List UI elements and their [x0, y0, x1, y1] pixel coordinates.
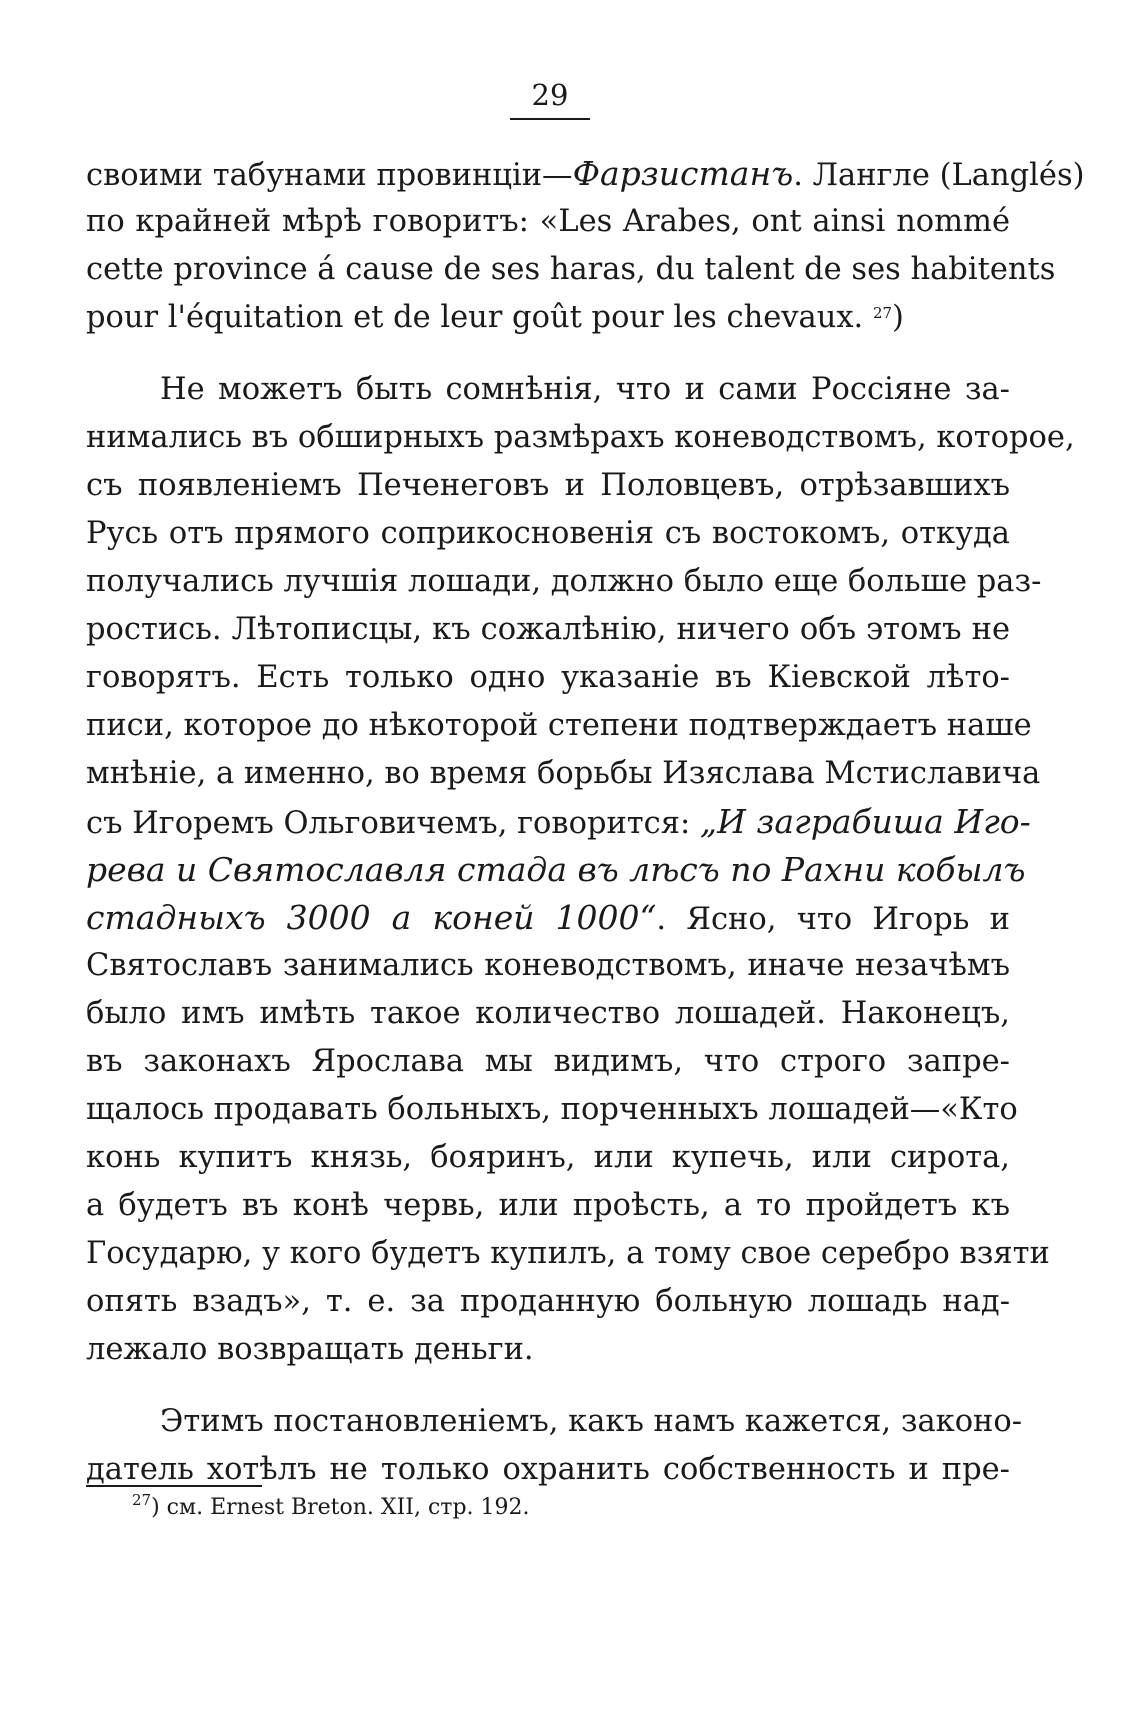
paragraph-2 — [86, 366, 1075, 1374]
text-line: было имъ имѣть такое количество лошадей. Наконецъ, — [86, 996, 1010, 1031]
text-line: по крайней мѣрѣ говоритъ: «Les Arabes, ont ainsi nommé — [86, 204, 1010, 239]
text-line: опять взадъ», т. е. за проданную больную лошадь над- — [86, 1284, 1010, 1319]
text-span: . Лангле (Langlés) — [793, 158, 1085, 193]
text-line: Русь отъ прямого соприкосновенія съ востокомъ, откуда — [86, 516, 1010, 551]
text-line: нимались въ обширныхъ размѣрахъ коневодствомъ, которое, — [86, 420, 1075, 455]
italic-place-name: Фарзистанъ — [572, 154, 794, 193]
text-line — [86, 294, 1010, 342]
text-line: щалось продавать больныхъ, порченныхъ лошадей—«Кто — [86, 1092, 1018, 1127]
body-text — [86, 150, 1085, 1494]
text-span: pour l'équitation et de leur goût pour les chevaux. — [86, 300, 864, 335]
text-line: въ законахъ Ярослава мы видимъ, что строго запре- — [86, 1044, 1010, 1079]
footnote-number: 27 — [132, 1491, 152, 1509]
text-line: говорятъ. Есть только одно указаніе въ Кіевской лѣто- — [86, 660, 1010, 695]
text-line: cette province á cause de ses haras, du talent de ses habitents — [86, 252, 1056, 287]
text-line — [86, 894, 1010, 942]
text-line: ростись. Лѣтописцы, къ сожалѣнію, ничего объ этомъ не — [86, 612, 1010, 647]
text-line: датель хотѣлъ не только охранить собственность и пре- — [86, 1452, 1010, 1487]
text-span: съ Игоремъ Ольговичемъ, говорится: — [86, 806, 700, 841]
footnote — [132, 1491, 530, 1522]
chronicle-quote-line: рева и Святославля стада въ лѣсъ по Рахни кобылъ — [86, 850, 1026, 889]
page-number: 29 — [510, 78, 590, 120]
chronicle-quote: стадныхъ 3000 а коней 1000“ — [86, 898, 657, 937]
footnote-divider — [86, 1485, 262, 1487]
paragraph-3 — [86, 1398, 1023, 1494]
footnote-reference: 27 — [872, 304, 893, 322]
text-line: мнѣніе, а именно, во время борьбы Изяслава Мстиславича — [86, 756, 1041, 791]
text-line: писи, которое до нѣкоторой степени подтверждаетъ наше — [86, 708, 1032, 743]
text-line — [86, 150, 1085, 198]
text-line — [86, 798, 1031, 846]
text-line: конь купитъ князь, бояринъ, или купечь, или сирота, — [86, 1140, 1010, 1175]
text-line: съ появленіемъ Печенеговъ и Половцевъ, отрѣзавшихъ — [86, 468, 1010, 503]
text-line: лежало возвращать деньги. — [86, 1332, 534, 1367]
text-line: Не можетъ быть сомнѣнія, что и сами Россіяне за- — [160, 372, 1010, 407]
text-line: получались лучшія лошади, должно было еще больше раз- — [86, 564, 1042, 599]
footnote-text: ) см. Ernest Breton. XII, стр. 192. — [151, 1495, 530, 1520]
text-span: . Ясно, что Игорь и — [656, 902, 1010, 937]
paragraph-1 — [86, 150, 1085, 342]
chronicle-quote: „И заграбиша Иго- — [699, 802, 1031, 841]
text-line: Этимъ постановленіемъ, какъ намъ кажется, законо- — [160, 1404, 1023, 1439]
text-line: а будетъ въ конѣ червь, или проѣсть, а то пройдетъ къ — [86, 1188, 1010, 1223]
text-line: Государю, у кого будетъ купилъ, а тому свое серебро взяти — [86, 1236, 1050, 1271]
text-span: ) — [892, 300, 904, 335]
text-line: Святославъ занимались коневодствомъ, иначе незачѣмъ — [86, 948, 1010, 983]
text-span: своими табунами провинціи— — [86, 158, 573, 193]
